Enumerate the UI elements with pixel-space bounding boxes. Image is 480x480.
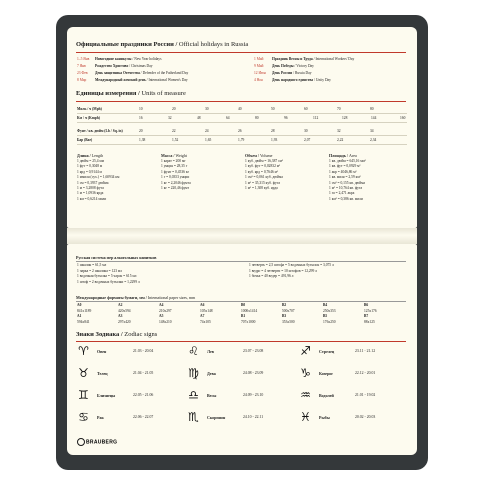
unit-row-value: 48 [197,116,201,120]
unit-row-value: 144 [371,116,377,120]
paper-title: Международные форматы бумаги, мм / International paper sizes, mm [76,295,196,300]
paper-cell: 125x176 [364,308,377,313]
brand-mark-icon [77,438,85,446]
paper-cell: A4 [159,303,164,307]
leo-icon: ♌ [188,344,199,358]
holiday-name-ru: День Победы [272,64,294,68]
unit-row-value: 112 [313,116,319,120]
holiday-name-en: International Women's Day [148,78,188,82]
paper-cell: 297x420 [118,319,131,324]
paper-cell: B7 [364,314,369,319]
units-rule [76,101,406,102]
unit-row-label: Бар (Bar) [77,138,93,142]
paper-cell: 1000x1414 [241,308,258,313]
zodiac-dates: 24.09 - 23.10 [243,393,264,397]
holiday-name-ru: Новогодние каникулы [95,57,132,61]
unit-row-value: 2,34 [370,138,377,142]
brand-logo: BRAUBERG [77,438,117,446]
paper-cell: 420x594 [118,308,131,313]
zodiac-dates: 22.06 - 22.07 [133,415,154,419]
unit-row-value: 34 [370,129,374,133]
holiday-name-ru: Международный женский день [95,78,146,82]
unit-group-heading-ru: Площадь [329,153,346,158]
holiday-date: 4 Ноя [254,78,263,82]
libra-icon: ♎ [188,388,199,402]
holiday-name-ru: День народного единства [272,78,314,82]
unit-group-line: 1 кг = 220,46 фунт [161,185,190,190]
holidays-rule [76,52,406,53]
unit-row-label: Км / ч (Kmph) [77,116,100,120]
holiday-separator: / [293,64,297,68]
unit-group-line: 1 км² = 0,386 кв. мили [329,196,363,201]
zodiac-dates: 23.07 - 23.08 [243,349,264,353]
paper-cell: B1 [241,314,246,319]
sagittarius-icon: ♐ [300,344,311,358]
paper-cell: 594x841 [77,319,90,324]
paper-cell: B4 [323,303,328,307]
unit-row [77,114,407,123]
unit-row-value: 50 [271,107,275,111]
holiday-date: 7 Янв [77,64,86,68]
unit-group-line: 1 м³ = 1,308 куб. ярда [245,185,278,190]
paper-cell: A7 [200,314,205,319]
unit-row-value: 128 [342,116,348,120]
virgo-icon: ♍ [188,366,199,380]
holidays-left-list [77,56,188,84]
zodiac-dates: 22.05 - 21.06 [133,393,154,397]
zodiac-dates: 24.08 - 23.09 [243,371,264,375]
aries-icon: ♈ [78,344,89,358]
unit-group-heading-ru: Длина [77,153,89,158]
unit-row-value: 1,52 [172,138,179,142]
unit-group-line: 1 ярд = 0,9144 м [77,169,102,174]
holiday-name-ru: День защитника Отечества [95,71,140,75]
unit-row-value: 16 [139,116,143,120]
unit-group-line: 1 фут = 0,3048 м [77,164,103,169]
unit-row-value: 24 [205,129,209,133]
unit-group-separator: / [345,153,349,158]
zodiac-dates: 24.10 - 22.11 [243,415,264,419]
unit-group-line: 1 куб. фут = 0,02832 м³ [245,164,281,169]
unit-group [245,153,327,191]
unit-group-line: 1 кв. миля = 2,59 км² [329,175,361,180]
unit-row-value: 20 [139,129,143,133]
paper-cell: A1 [77,314,82,319]
unit-group-line: 1 см² = 0,155 кв. дюйма [329,180,365,185]
unit-group-heading-en: Volume [259,153,273,158]
paper-cell: 500x707 [282,308,295,313]
unit-row-value: 1,38 [139,138,146,142]
unit-row-value: 1,65 [205,138,212,142]
holiday-date: 9 Май [254,64,264,68]
unit-group [329,153,411,202]
holiday-date: 8 Мар [77,78,87,82]
unit-row-value: 32 [337,129,341,133]
liquid-line: 1 шкалик = 61,5 мл [77,263,107,267]
paper-cell: B2 [282,303,287,307]
pisces-icon: ♓ [300,410,311,424]
unit-row [77,105,407,114]
paper-cell: 841x1189 [77,308,92,313]
liquid-line: 1 водочная бутылка = 5 чарок = 615 мл [77,274,137,279]
holiday-separator: / [131,57,135,61]
unit-row [77,136,407,145]
holiday-date: 12 Июн [254,71,266,75]
unit-row-value: 30 [205,107,209,111]
unit-group-line: 1 дюйм = 25,4 мм [77,159,104,163]
unit-group-line: 1 м = 3,2808 фута [77,185,104,190]
paper-cell: 105x148 [200,308,213,313]
zodiac-dates: 23.11 - 21.12 [355,349,376,353]
liquid-title: Русская система мер алкогольных напитков [76,255,157,260]
top-page [67,27,417,228]
zodiac-name: Рак [97,415,104,420]
unit-group-heading-en: Area [349,153,357,158]
unit-group-line: 1 куб. ярд = 0,7646 м³ [245,169,278,174]
zodiac-grid [67,244,417,455]
zodiac-dates: 20.02 - 20.03 [355,415,376,419]
holiday-row [77,56,188,63]
unit-group-line: 1 кв. фут = 0,0929 м² [329,164,361,169]
zodiac-name: Рыбы [319,415,330,420]
zodiac-dates: 22.12 - 20.01 [355,371,376,375]
holiday-name-en: Unity Day [315,78,331,82]
unit-group [161,153,243,191]
unit-group-line: 1 кв. дюйм = 645,16 мм² [329,159,366,163]
unit-row-value: 2,07 [304,138,311,142]
unit-group-line: 1 м³ = 35,315 куб. фута [245,180,280,185]
zodiac-name: Весы [207,393,217,398]
holiday-name-ru: День России [272,71,293,75]
holiday-separator: / [145,78,149,82]
zodiac-name: Телец [97,371,108,376]
holiday-row [77,70,188,77]
taurus-icon: ♉ [78,366,89,380]
paper-cell: B6 [364,303,369,307]
capricorn-icon: ♑ [300,366,311,380]
unit-group-heading-en: Length [91,153,104,158]
unit-row-label: Фунт / кв. дюйм (Lb / Sq. in) [77,129,123,133]
liquid-line: 1 четверть = 2,5 штофа = 5 водочных бутылок = 3,075 л [249,263,334,267]
paper-cell: 88x125 [364,319,375,324]
holiday-separator: / [128,64,132,68]
unit-group-separator: / [172,153,176,158]
unit-group-line: 1 куб. дюйм = 16,387 см³ [245,159,284,163]
liquid-line: 1 чарка = 2 шкалика = 123 мл [77,268,122,273]
holiday-row [77,77,188,84]
zodiac-name: Близнецы [97,393,116,398]
zodiac-name: Лев [207,349,214,354]
unit-group-line: 1 карат = 200 мг [161,159,186,163]
paper-cell: 148x210 [159,319,172,324]
bottom-page [67,244,417,455]
unit-row-label: Миль / ч (Mph) [77,107,102,111]
holiday-name-en: Russia Day [295,71,312,75]
zodiac-dates: 21.04 - 21.05 [133,371,154,375]
paper-cell: A2 [118,303,123,307]
holiday-name-en: International Workers' Day [315,57,355,61]
unit-row-value: 80 [255,116,259,120]
unit-group [77,153,159,202]
holiday-row [77,63,188,70]
unit-group-separator: / [88,153,92,158]
paper-cell: 74x105 [200,319,211,324]
holidays-right-list [254,56,354,84]
unit-group-line: 1 г = 0,0353 унции [161,175,190,180]
paper-cell: 707x1000 [241,319,256,324]
holiday-row [254,70,354,77]
paper-cell: 176x250 [323,319,336,324]
unit-row-value: 28 [271,129,275,133]
unit-row-value: 80 [370,107,374,111]
scorpio-icon: ♏ [188,410,199,424]
page-fold [67,228,417,244]
holiday-name-en: Victory Day [296,64,314,68]
liquid-line: 1 ведро = 4 четверти = 10 штофов = 12,299 л [249,268,317,273]
holiday-name-ru: Рождество Христово [95,64,129,68]
aquarius-icon: ♒ [300,388,311,402]
zodiac-name: Дева [207,371,216,376]
unit-group-line: 1 акр = 4046,86 м² [329,169,357,174]
unit-group-line: 1 ммиля (сух.) = 1,60934 км [77,175,120,180]
unit-group-heading-en: Weight [175,153,187,158]
paper-cell: 353x500 [282,319,295,324]
holiday-name-en: Christmas Day [131,64,153,68]
units-title: Единицы измерения / Units of measure [76,90,186,97]
holiday-name-en: Defender of the Fatherland Day [142,71,189,75]
holiday-separator: / [312,57,316,61]
liquid-line: 1 бочка = 40 ведер = 491,96 л [249,274,294,279]
zodiac-name: Овен [97,349,107,354]
unit-group-line: 1 унция = 28,35 г [161,164,188,169]
holiday-separator: / [313,78,316,82]
holiday-name-en: New Year holidays [134,57,162,61]
unit-row-value: 160 [400,116,406,120]
unit-row-value: 20 [172,107,176,111]
paper-cell: B0 [241,303,246,307]
holiday-row [254,56,354,63]
paper-cell: A6 [200,303,205,307]
unit-row-value: 30 [304,129,308,133]
unit-group-line: 1 см = 0,3937 дюйма [77,180,109,185]
holiday-name-ru: Праздник Весны и Труда [272,57,313,61]
holiday-row [254,63,354,70]
unit-row-value: 1,93 [271,138,278,142]
holidays-title: Официальные праздники России / Official holidays in Russia [76,41,249,48]
zodiac-name: Скорпион [207,415,226,420]
unit-group-separator: / [256,153,260,158]
unit-group-line: 1 фунт = 0,4536 кг [161,169,190,174]
unit-row-value: 1,79 [238,138,245,142]
holiday-date: 1 Май [254,57,264,61]
zodiac-name: Стрелец [319,349,335,354]
unit-group-line: 1 см³ = 0,061 куб. дюйма [245,175,283,180]
unit-row-value: 10 [139,107,143,111]
unit-row-value: 64 [226,116,230,120]
zodiac-dates: 21.01 - 19.02 [355,393,376,397]
zodiac-name: Козерог [319,371,334,376]
paper-cell: A0 [77,303,82,307]
unit-row-value: 70 [337,107,341,111]
unit-group-line: 1 м² = 10,764 кв. фута [329,185,363,190]
unit-group-line: 1 га = 2,471 акра [329,191,355,196]
unit-row [77,127,407,136]
unit-row-value: 32 [168,116,172,120]
liquid-line: 1 штоф = 2 водочных бутылки = 1,2299 л [77,279,140,284]
unit-group-heading-ru: Масса [161,153,173,158]
unit-row-value: 40 [238,107,242,111]
paper-cell: A3 [118,314,123,319]
unit-group-line: 1 м = 1,0936 ярда [77,191,104,196]
unit-group-line: 1 км = 0,6214 мили [77,196,107,201]
zodiac-dates: 21.03 - 20.04 [133,349,154,353]
unit-row-value: 2,22 [337,138,344,142]
gemini-icon: ♊ [78,388,89,402]
zodiac-title: Знаки Зодиака / Zodiac signs [76,331,158,338]
holiday-separator: / [139,71,143,75]
unit-row-value: 96 [284,116,288,120]
zodiac-name: Водолей [319,393,334,398]
holiday-date: 23 Фев [77,71,88,75]
unit-group-heading-ru: Объем [245,153,257,158]
unit-row-value: 22 [172,129,176,133]
unit-row-value: 60 [304,107,308,111]
cancer-icon: ♋ [78,410,89,424]
unit-group-line: 1 кг = 2,2046 фунта [161,180,191,185]
speed-table [77,105,407,123]
paper-cell: B3 [282,314,287,319]
holiday-date: 1–5 Янв [77,57,90,61]
pressure-table [77,127,407,145]
paper-cell: 250x353 [323,308,336,313]
paper-cell: B5 [323,314,328,319]
paper-cell: 210x297 [159,308,172,313]
paper-cell: A5 [159,314,164,319]
holiday-separator: / [292,71,296,75]
unit-row-value: 26 [238,129,242,133]
holiday-row [254,77,354,84]
